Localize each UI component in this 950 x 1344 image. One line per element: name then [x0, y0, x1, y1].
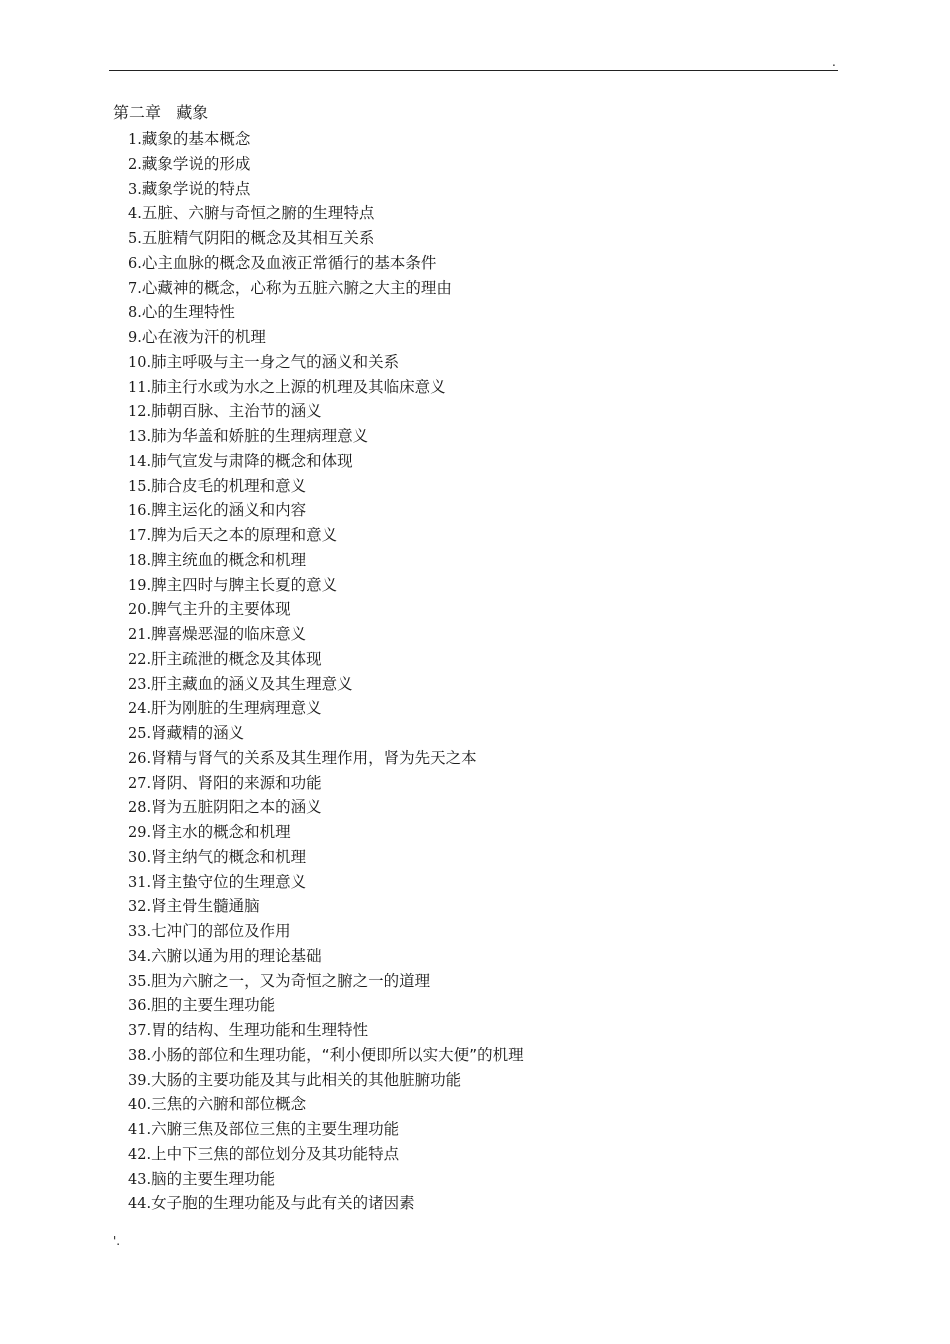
- list-item: [128, 1018, 524, 1043]
- item-text: 七冲门的部位及作用: [151, 922, 291, 940]
- item-number: 16.: [128, 503, 152, 520]
- item-text: 肺主呼吸与主一身之气的涵义和关系: [151, 352, 400, 371]
- list-item: [128, 474, 524, 499]
- item-number: 40.: [128, 1097, 152, 1114]
- item-text: 三焦的六腑和部位概念: [151, 1095, 307, 1114]
- list-item: [128, 177, 524, 202]
- list-item: [128, 1142, 524, 1167]
- list-item: [128, 226, 524, 251]
- item-number: 35.: [128, 973, 152, 990]
- item-text: 胃的结构、生理功能和生理特性: [151, 1021, 369, 1039]
- item-number: 8.: [128, 305, 142, 322]
- item-number: 39.: [128, 1072, 152, 1089]
- item-text: 胆为六腑之一，又为奇恒之腑之一的道理: [151, 971, 431, 990]
- item-text: 胆的主要生理功能: [151, 996, 276, 1015]
- list-item: [128, 375, 524, 400]
- item-number: 1.: [128, 132, 142, 148]
- item-text: 肺朝百脉、主治节的涵义: [151, 402, 322, 421]
- item-text: 脾主运化的涵义和内容: [151, 501, 307, 520]
- item-text: 心的生理特性: [141, 303, 235, 322]
- item-number: 14.: [128, 453, 152, 470]
- item-text: 五脏精气阴阳的概念及其相互关系: [141, 229, 375, 247]
- item-text: 脾主四时与脾主长夏的意义: [151, 575, 338, 594]
- item-number: 6.: [128, 255, 142, 272]
- item-text: 脾气主升的主要体现: [151, 600, 291, 619]
- item-number: 3.: [128, 181, 142, 198]
- item-number: 20.: [128, 602, 152, 619]
- list-item: [128, 647, 524, 672]
- item-text: 肾藏精的涵义: [151, 724, 245, 742]
- item-number: 9.: [128, 330, 142, 346]
- list-item: [128, 523, 524, 548]
- list-item: [128, 201, 524, 226]
- item-text: 脾为后天之本的原理和意义: [151, 526, 338, 544]
- header-mark: .: [832, 55, 836, 69]
- list-item: [128, 449, 524, 474]
- list-item: [128, 399, 524, 424]
- list-item: [128, 1043, 524, 1068]
- item-text: 肾主纳气的概念和机理: [151, 847, 307, 866]
- item-number: 15.: [128, 478, 152, 495]
- item-text: 肾阴、肾阳的来源和功能: [151, 773, 322, 792]
- list-item: [128, 1068, 524, 1093]
- item-number: 27.: [128, 775, 152, 792]
- item-text: 大肠的主要功能及其与此相关的其他脏腑功能: [151, 1070, 462, 1089]
- list-item: [128, 696, 524, 721]
- list-item: [128, 1167, 524, 1192]
- list-item: [128, 944, 524, 969]
- list-item: [128, 300, 524, 325]
- item-number: 2.: [128, 156, 142, 173]
- list-item: [128, 672, 524, 697]
- item-number: 19.: [128, 577, 152, 594]
- item-number: 44.: [128, 1196, 152, 1213]
- list-item: [128, 127, 524, 152]
- list-item: [128, 424, 524, 449]
- list-item: [128, 1191, 524, 1216]
- item-text: 五脏、六腑与奇恒之腑的生理特点: [141, 204, 375, 223]
- item-number: 28.: [128, 800, 152, 817]
- item-number: 43.: [128, 1171, 152, 1188]
- item-number: 13.: [128, 429, 152, 445]
- item-number: 42.: [128, 1146, 152, 1163]
- item-number: 21.: [128, 627, 152, 643]
- item-number: 7.: [128, 280, 142, 297]
- item-number: 33.: [128, 924, 152, 940]
- item-text: 肾主蛰守位的生理意义: [151, 872, 307, 891]
- item-number: 38.: [128, 1047, 152, 1064]
- list-item: [128, 969, 524, 994]
- item-text: 肝主藏血的涵义及其生理意义: [151, 674, 353, 693]
- item-number: 12.: [128, 404, 152, 421]
- list-item: [128, 746, 524, 771]
- list-item: [128, 771, 524, 796]
- item-number: 24.: [128, 701, 152, 718]
- item-text: 上中下三焦的部位划分及其功能特点: [151, 1144, 400, 1163]
- list-item: [128, 1092, 524, 1117]
- item-text: 脑的主要生理功能: [151, 1169, 276, 1188]
- item-text: 藏象学说的形成: [141, 154, 251, 173]
- list-item: [128, 622, 524, 647]
- list-item: [128, 870, 524, 895]
- item-text: 六腑三焦及部位三焦的主要生理功能: [151, 1120, 400, 1138]
- header-rule: [109, 70, 838, 71]
- list-item: [128, 498, 524, 523]
- list-item: [128, 845, 524, 870]
- item-text: 心藏神的概念，心称为五脏六腑之大主的理由: [141, 278, 452, 297]
- item-text: 肾主水的概念和机理: [151, 823, 291, 841]
- list-item: [128, 325, 524, 350]
- item-text: 小肠的部位和生理功能，“利小便即所以实大便”的机理: [151, 1045, 524, 1064]
- item-text: 肺主行水或为水之上源的机理及其临床意义: [151, 377, 446, 396]
- item-number: 29.: [128, 825, 152, 841]
- list-item: [128, 548, 524, 573]
- item-number: 4.: [128, 206, 142, 223]
- item-number: 23.: [128, 676, 152, 693]
- footer-mark: '.: [113, 1234, 121, 1248]
- item-text: 肾为五脏阴阳之本的涵义: [151, 798, 322, 817]
- item-number: 25.: [128, 726, 152, 742]
- item-text: 藏象学说的特点: [141, 179, 251, 198]
- item-number: 32.: [128, 899, 152, 916]
- item-number: 34.: [128, 948, 152, 965]
- list-item: [128, 795, 524, 820]
- item-text: 肺为华盖和娇脏的生理病理意义: [151, 427, 369, 445]
- list-item: [128, 993, 524, 1018]
- item-number: 26.: [128, 750, 152, 767]
- item-text: 女子胞的生理功能及与此有关的诸因素: [151, 1194, 415, 1213]
- list-item: [128, 251, 524, 276]
- item-number: 30.: [128, 849, 152, 866]
- list-item: [128, 820, 524, 845]
- list-item: [128, 597, 524, 622]
- item-text: 六腑以通为用的理论基础: [151, 946, 322, 965]
- item-text: 脾喜燥恶湿的临床意义: [151, 625, 307, 643]
- item-text: 肝主疏泄的概念及其体现: [151, 649, 322, 668]
- item-number: 41.: [128, 1122, 152, 1138]
- item-number: 17.: [128, 528, 152, 544]
- list-item: [128, 276, 524, 301]
- list-item: [128, 894, 524, 919]
- list-item: [128, 919, 524, 944]
- item-text: 心在液为汗的机理: [141, 328, 266, 346]
- list-item: [128, 721, 524, 746]
- item-text: 肺合皮毛的机理和意义: [151, 476, 307, 495]
- item-number: 37.: [128, 1023, 152, 1039]
- list-item: [128, 573, 524, 598]
- item-text: 肾精与肾气的关系及其生理作用，肾为先天之本: [151, 748, 477, 767]
- item-text: 肺气宣发与肃降的概念和体现: [151, 451, 353, 470]
- chapter-title: 第二章 藏象: [113, 103, 209, 122]
- item-number: 36.: [128, 998, 152, 1015]
- item-number: 5.: [128, 231, 142, 247]
- item-number: 11.: [128, 379, 152, 396]
- item-text: 藏象的基本概念: [141, 130, 251, 148]
- list-item: [128, 350, 524, 375]
- list-item: [128, 152, 524, 177]
- item-number: 22.: [128, 651, 152, 668]
- item-number: 31.: [128, 874, 152, 891]
- item-text: 肾主骨生髓通脑: [151, 897, 260, 916]
- item-number: 10.: [128, 354, 152, 371]
- item-text: 脾主统血的概念和机理: [151, 550, 307, 569]
- topic-list: [128, 127, 524, 1216]
- list-item: [128, 1117, 524, 1142]
- item-text: 肝为刚脏的生理病理意义: [151, 699, 322, 718]
- item-text: 心主血脉的概念及血液正常循行的基本条件: [141, 253, 437, 272]
- item-number: 18.: [128, 552, 152, 569]
